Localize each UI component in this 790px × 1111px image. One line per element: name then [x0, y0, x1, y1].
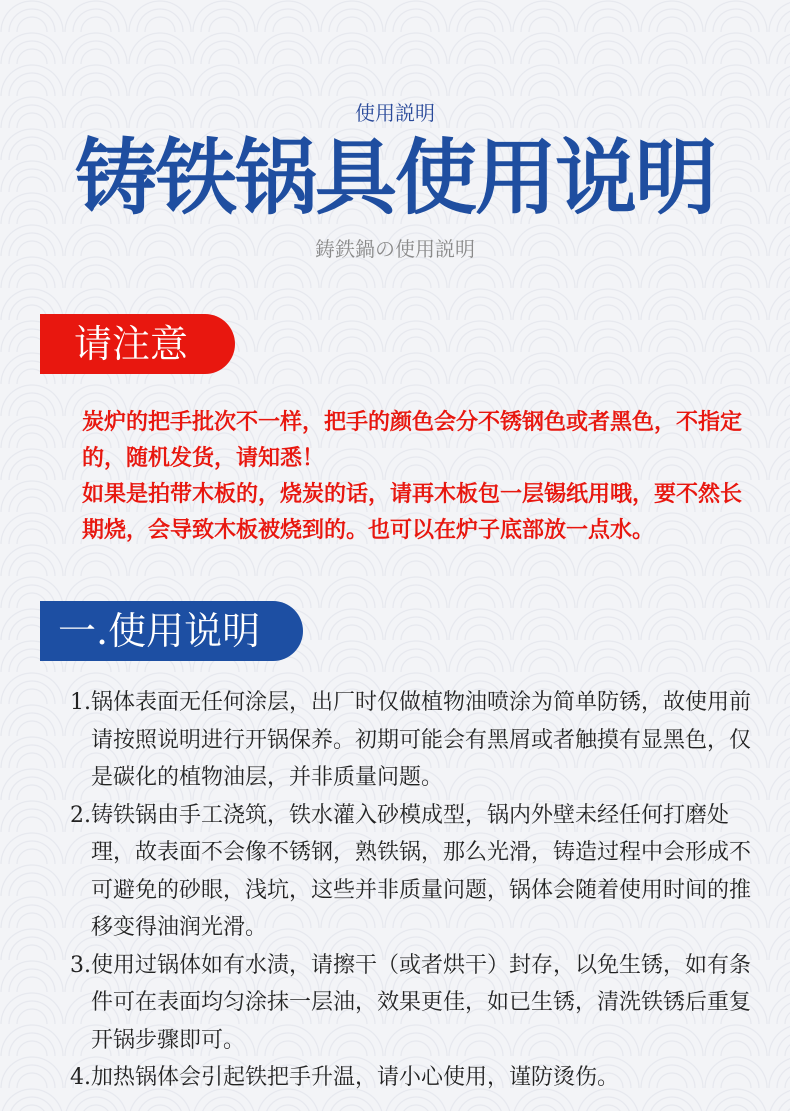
- notice-section: [82, 404, 762, 548]
- list-item: [70, 1059, 760, 1097]
- item-number: 1.: [70, 690, 91, 715]
- item-text: 使用过锅体如有水渍，请擦干（或者烘干）封存，以免生锈，如有条件可在表面均匀涂抹一层油，效果更佳，如已生锈，清洗铁锈后重复开锅步骤即可。: [91, 952, 752, 1053]
- notice-paragraph: 炭炉的把手批次不一样，把手的颜色会分不锈钢色或者黑色，不指定的，随机发货，请知悉！: [82, 409, 743, 471]
- notice-paragraph: 如果是拍带木板的，烧炭的话，请再木板包一层锡纸用哦，要不然长期烧，会导致木板被烧到的。也可以在炉子底部放一点水。: [82, 481, 743, 543]
- item-text: 锅体表面无任何涂层，出厂时仅做植物油喷涂为简单防锈，故使用前请按照说明进行开锅保养。初期可能会有黑屑或者触摸有显黑色，仅是碳化的植物油层，并非质量问题。: [91, 690, 752, 790]
- item-number: 3.: [70, 952, 91, 978]
- header-small-label: 使用説明: [355, 101, 435, 125]
- item-number: 2.: [70, 802, 91, 828]
- list-item: [70, 684, 760, 797]
- list-item: [70, 797, 760, 947]
- page-subtitle: 鋳鉄鍋の使用説明: [315, 237, 475, 261]
- instructions-list: [70, 684, 760, 1097]
- page-title: 铸铁锅具使用说明: [74, 130, 715, 226]
- instructions-heading: 一.使用说明: [40, 601, 303, 661]
- item-text: 铸铁锅由手工浇筑，铁水灌入砂模成型，锅内外壁未经任何打磨处理，故表面不会像不锈钢，熟铁锅，那么光滑，铸造过程中会形成不可避免的砂眼，浅坑，这些并非质量问题，锅体会随着使用时间的推移变得油润光滑。: [91, 802, 752, 940]
- notice-heading: 请注意: [40, 314, 235, 374]
- item-number: 4.: [70, 1065, 91, 1090]
- list-item: [70, 947, 760, 1060]
- item-text: 加热锅体会引起铁把手升温，请小心使用，谨防烫伤。: [91, 1065, 620, 1090]
